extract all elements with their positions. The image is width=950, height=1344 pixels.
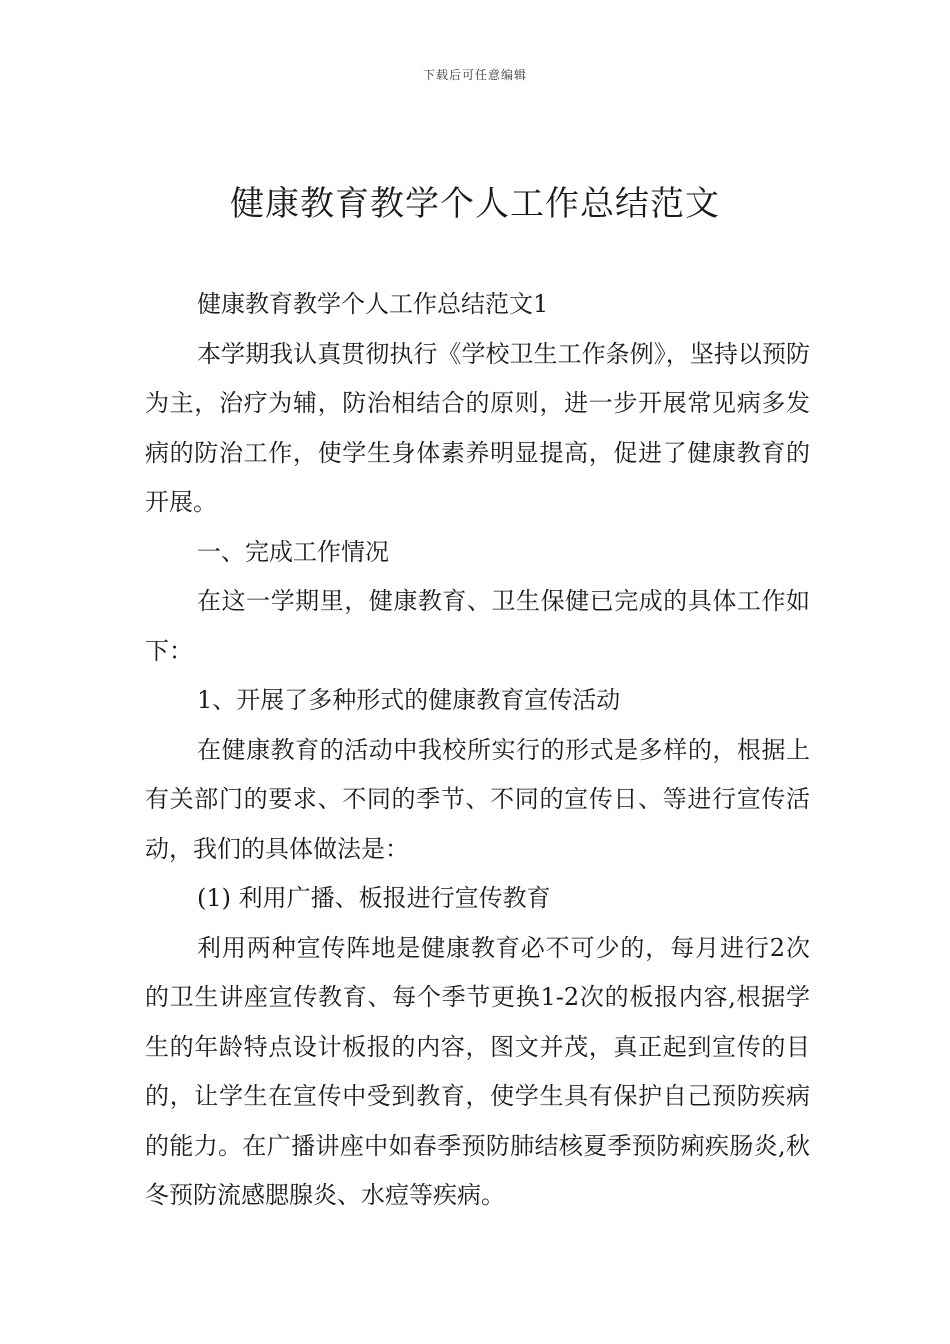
subsection-heading-activities: 1、开展了多种形式的健康教育宣传活动: [197, 686, 621, 714]
paragraph-intro: 本学期我认真贯彻执行《学校卫生工作条例》，坚持以预防为主，治疗为辅，防治相结合的原则，进一步开展常见病多发病的防治工作，使学生身体素养明显提高，促进了健康教育的开展。: [145, 339, 810, 516]
header-note: 下载后可任意编辑: [422, 68, 527, 82]
paragraph-subtitle: 健康教育教学个人工作总结范文1: [197, 290, 549, 318]
document-body: [145, 280, 810, 1221]
paragraph-broadcast: 利用两种宣传阵地是健康教育必不可少的，每月进行2次的卫生讲座宣传教育、每个季节更换1-2次的板报内容,根据学生的年龄特点设计板报的内容，图文并茂，真正起到宣传的目的，让学生在宣传中受到教育，使学生具有保护自己预防疾病的能力。在广播讲座中如春季预防肺结核夏季预防痢疾肠炎,秋冬预防流感腮腺炎、水痘等疾病。: [145, 933, 810, 1209]
section-heading-work-status: 一、完成工作情况: [197, 537, 389, 566]
paragraph-activities: 在健康教育的活动中我校所实行的形式是多样的，根据上有关部门的要求、不同的季节、不同的宣传日、等进行宣传活动，我们的具体做法是：: [145, 735, 810, 863]
paragraph-work-summary: 在这一学期里，健康教育、卫生保健已完成的具体工作如下：: [145, 587, 810, 665]
item-heading-broadcast: (1) 利用广播、板报进行宣传教育: [197, 884, 551, 912]
page-title: 健康教育教学个人工作总结范文: [230, 184, 720, 224]
